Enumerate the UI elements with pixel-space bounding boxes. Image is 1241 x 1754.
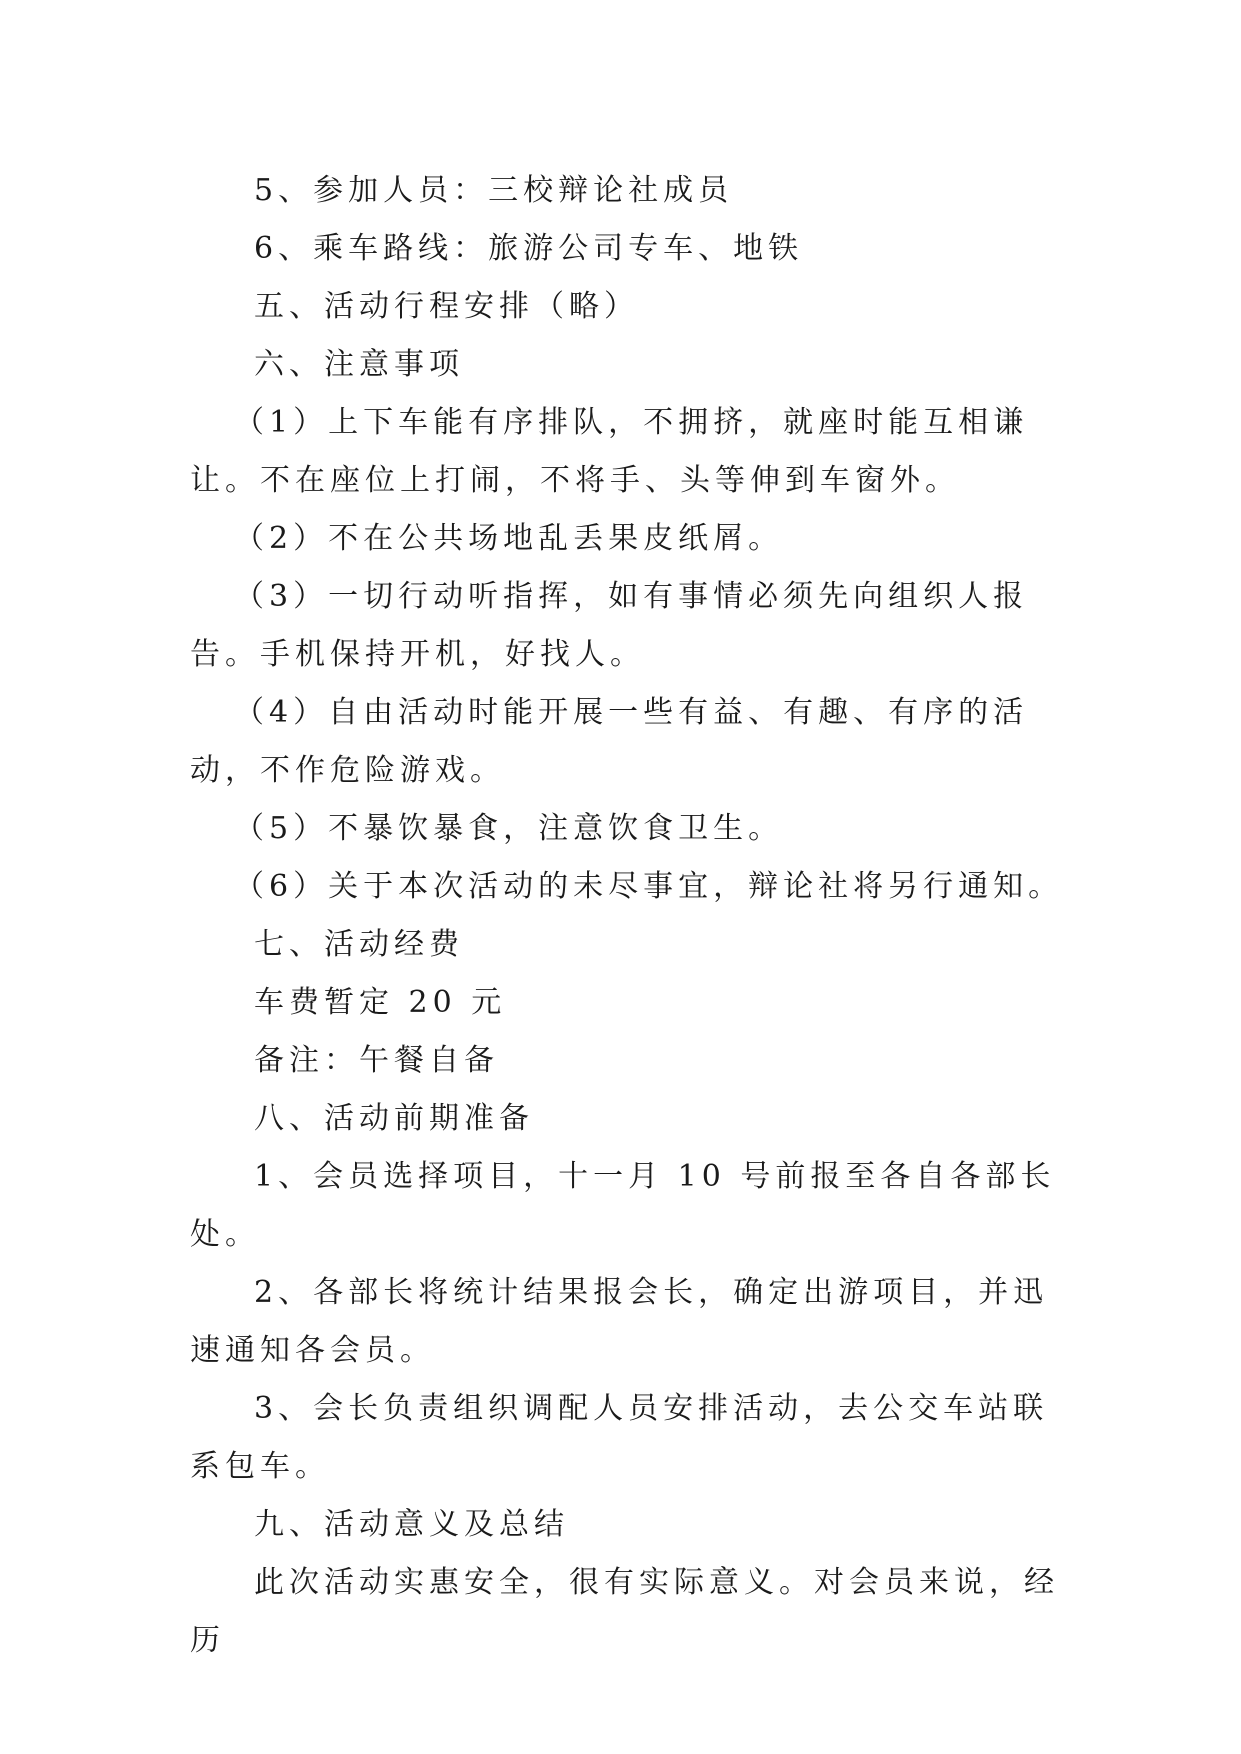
- paragraph: 车费暂定 20 元: [254, 985, 507, 1020]
- section-heading: 五、活动行程安排（略）: [254, 289, 639, 324]
- section-heading: 七、活动经费: [254, 927, 464, 962]
- paragraph: 3、会长负责组织调配人员安排活动，去公交车站联系包车。: [190, 1391, 1049, 1484]
- paragraph: 此次活动实惠安全，很有实际意义。对会员来说，经历: [190, 1565, 1059, 1658]
- section-heading: 八、活动前期准备: [254, 1101, 534, 1136]
- paragraph: （3）一切行动听指挥，如有事情必须先向组织人报告。手机保持开机，好找人。: [190, 579, 1029, 672]
- section-heading: 九、活动意义及总结: [254, 1507, 569, 1542]
- paragraph: 6、乘车路线：旅游公司专车、地铁: [254, 231, 804, 266]
- paragraph: （5）不暴饮暴食，注意饮食卫生。: [234, 811, 784, 846]
- paragraph: （2）不在公共场地乱丢果皮纸屑。: [234, 521, 784, 556]
- paragraph: （6）关于本次活动的未尽事宜，辩论社将另行通知。: [234, 869, 1064, 904]
- paragraph: 5、参加人员：三校辩论社成员: [254, 173, 734, 208]
- document-body: [190, 162, 1070, 1670]
- paragraph: 备注：午餐自备: [254, 1043, 499, 1078]
- section-heading: 六、注意事项: [254, 347, 464, 382]
- paragraph: 2、各部长将统计结果报会长，确定出游项目，并迅速通知各会员。: [190, 1275, 1049, 1368]
- paragraph: （4）自由活动时能开展一些有益、有趣、有序的活动，不作危险游戏。: [190, 695, 1029, 788]
- paragraph: （1）上下车能有序排队，不拥挤，就座时能互相谦让。不在座位上打闹，不将手、头等伸到车窗外。: [190, 405, 1029, 498]
- paragraph: 1、会员选择项目，十一月 10 号前报至各自各部长处。: [190, 1159, 1056, 1252]
